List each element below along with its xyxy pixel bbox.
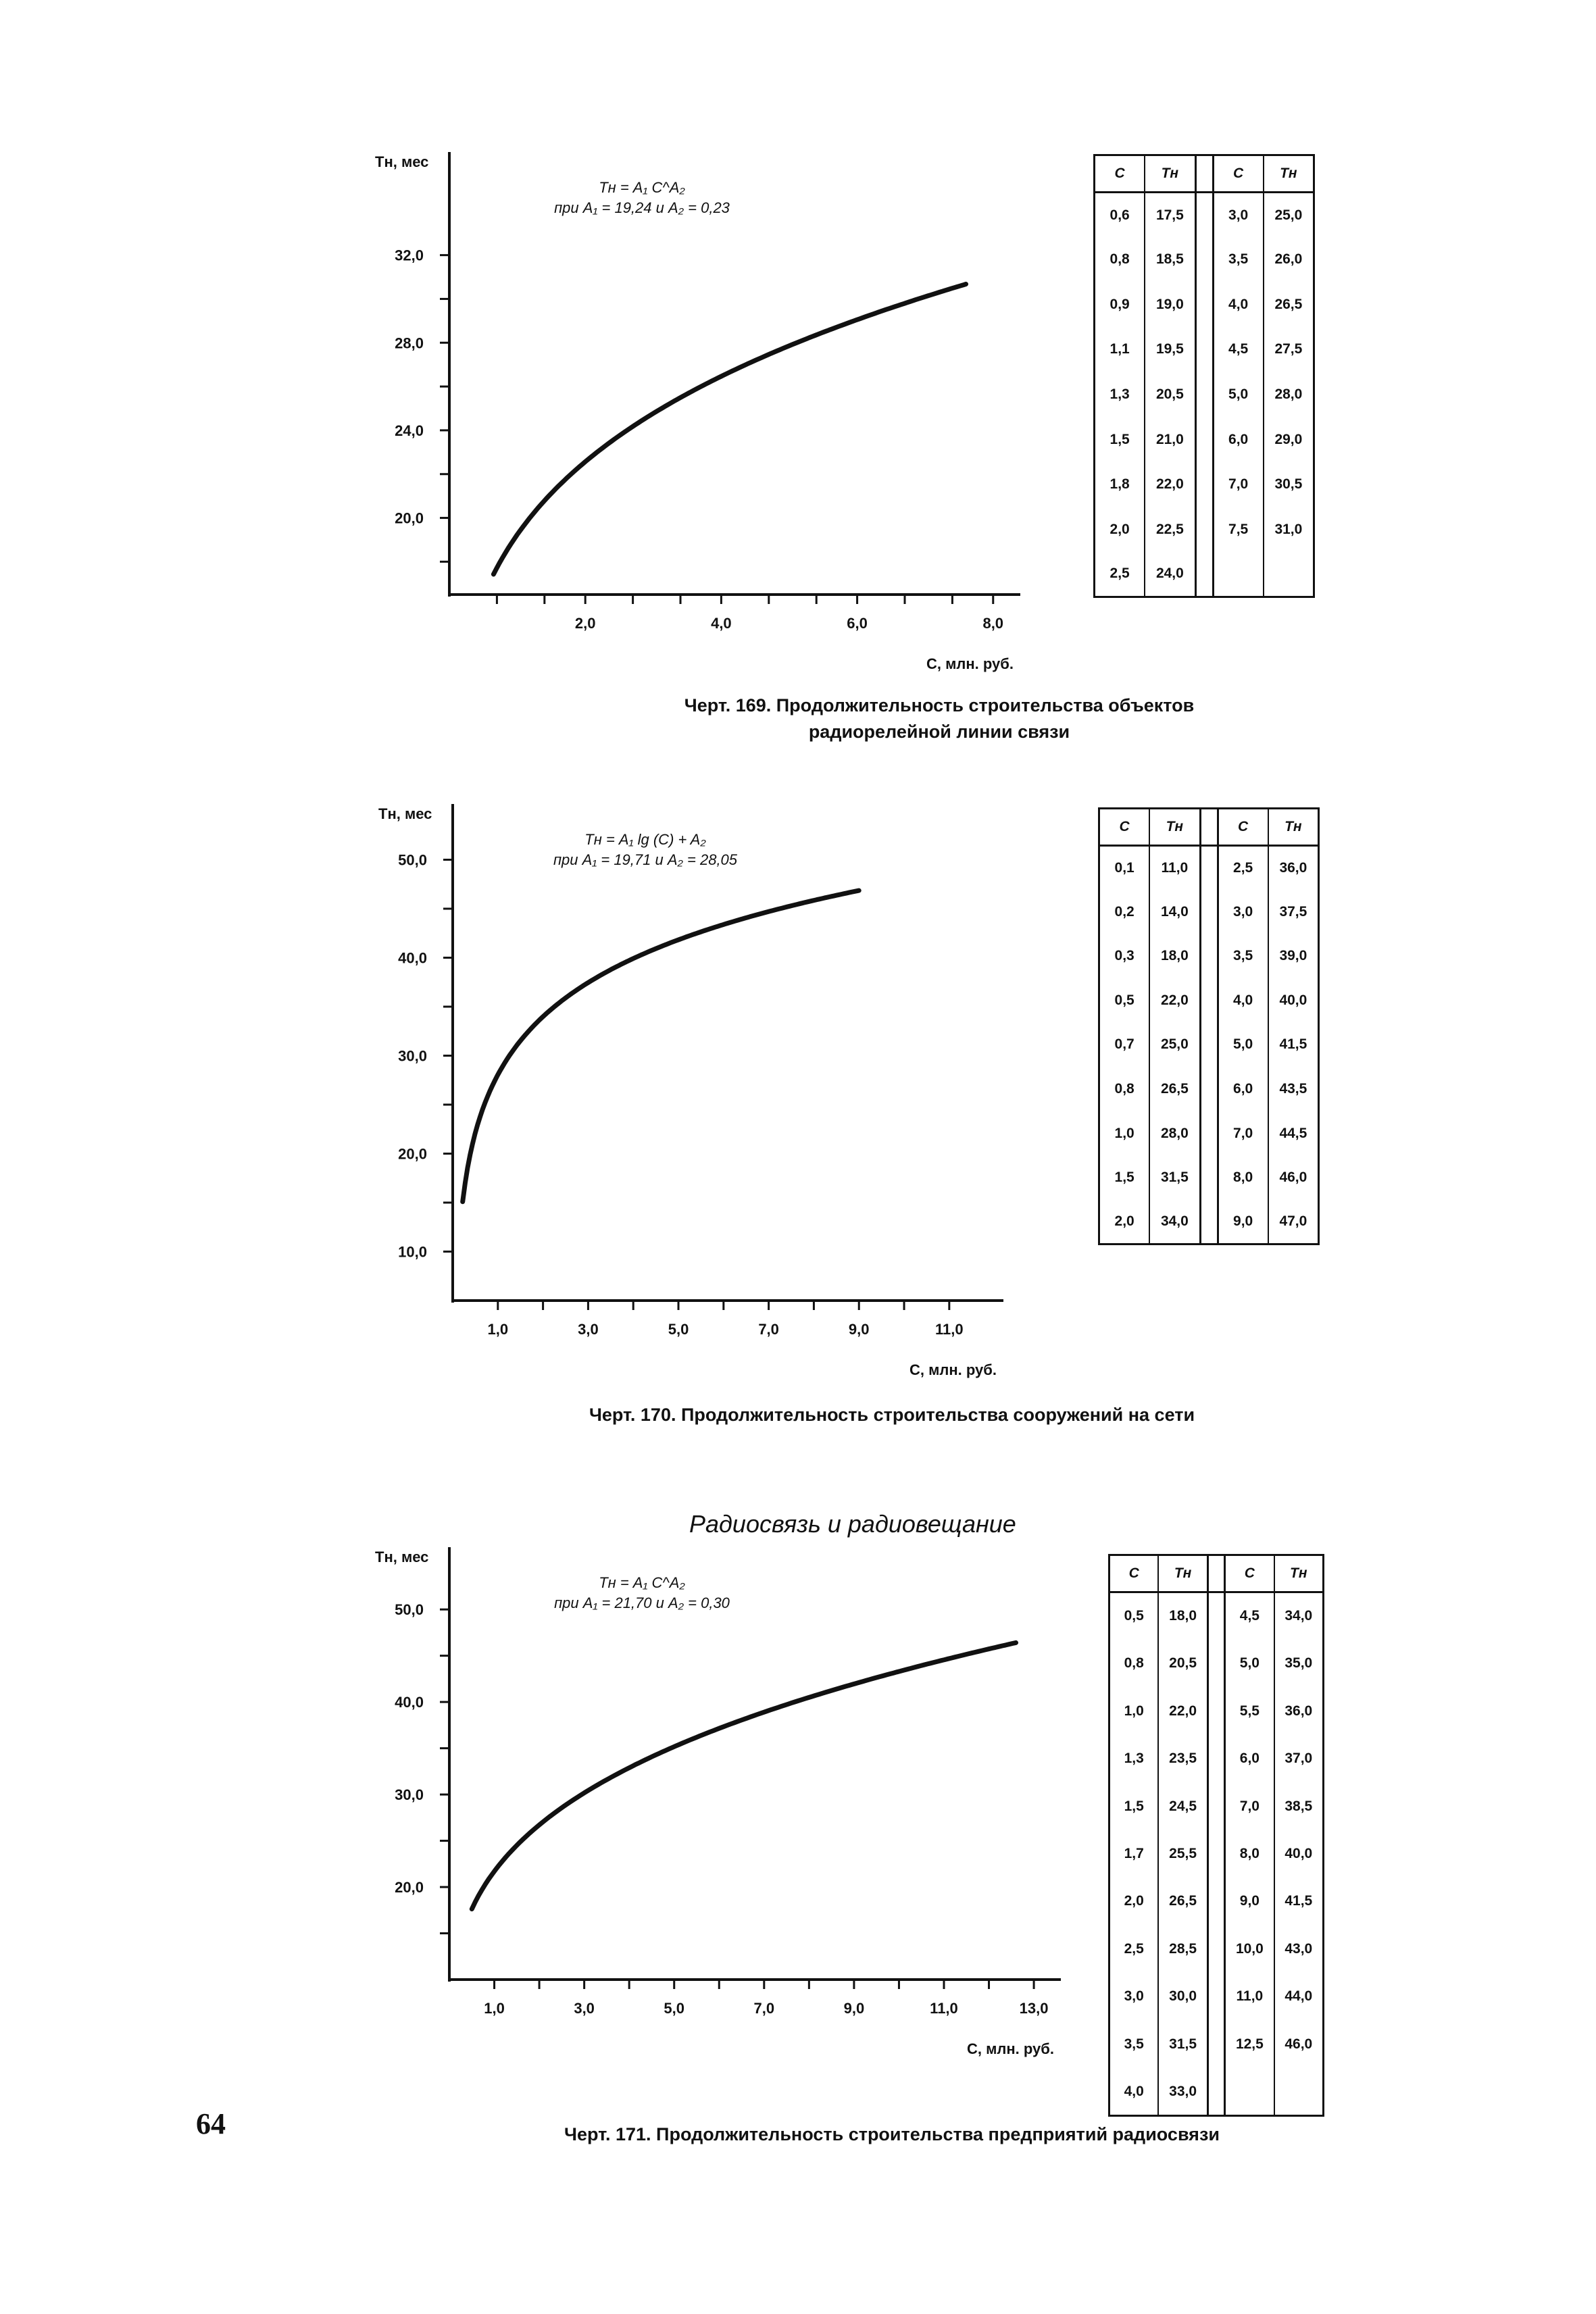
chart-170-y-tick-label-0: 50,0 bbox=[398, 851, 427, 869]
table-gap bbox=[1207, 1973, 1224, 2020]
table-cell: 11,0 bbox=[1225, 1973, 1274, 2020]
table-cell: 27,5 bbox=[1264, 327, 1314, 372]
table-row bbox=[1109, 1640, 1324, 1687]
table-cell: 34,0 bbox=[1149, 1200, 1200, 1244]
table-cell: 26,5 bbox=[1149, 1067, 1200, 1111]
table-row bbox=[1109, 1830, 1324, 1878]
table-cell: 1,0 bbox=[1099, 1111, 1150, 1156]
table-cell: 20,5 bbox=[1145, 372, 1195, 418]
table-cell: 0,6 bbox=[1095, 193, 1145, 238]
table-cell: 41,5 bbox=[1274, 1878, 1324, 1925]
chart-169-caption-line-2: радиорелейной линии связи bbox=[808, 722, 1070, 743]
page-number: 64 bbox=[196, 2107, 226, 2140]
table-row bbox=[1109, 1973, 1324, 2020]
table-row bbox=[1109, 1592, 1324, 1640]
chart-170-x-tick-label-0: 1,0 bbox=[487, 1321, 509, 1338]
table-cell: 5,0 bbox=[1213, 372, 1264, 418]
table-row bbox=[1109, 2068, 1324, 2115]
chart-169-table-header-3: Tн bbox=[1264, 155, 1314, 193]
chart-170-x-tick-label-3: 7,0 bbox=[758, 1321, 779, 1338]
table-cell: 36,0 bbox=[1268, 846, 1319, 890]
table-cell: 9,0 bbox=[1218, 1200, 1268, 1244]
table-cell: 1,5 bbox=[1109, 1782, 1159, 1830]
section-title: Радиосвязь и радиовещание bbox=[689, 1510, 1016, 1538]
table-cell: 28,0 bbox=[1264, 372, 1314, 418]
table-cell: 4,0 bbox=[1213, 282, 1264, 328]
chart-169-table-header-1: Tн bbox=[1145, 155, 1195, 193]
table-cell: 19,0 bbox=[1145, 282, 1195, 328]
chart-171-formula-line-2: при A₁ = 21,70 и A₂ = 0,30 bbox=[554, 1594, 730, 1611]
chart-171-x-tick-label-6: 13,0 bbox=[1019, 2000, 1049, 2017]
chart-169-x-axis-label: C, млн. руб. bbox=[926, 655, 1014, 672]
table-cell: 18,0 bbox=[1158, 1592, 1207, 1640]
table-cell: 2,5 bbox=[1109, 1926, 1159, 1973]
table-gap bbox=[1207, 1878, 1224, 1925]
table-gap bbox=[1207, 1735, 1224, 1782]
chart-170-table-header-2: C bbox=[1218, 809, 1268, 846]
chart-171-formula-line-1: Tн = A₁ C^A₂ bbox=[599, 1574, 685, 1591]
chart-170-x-tick-label-5: 11,0 bbox=[935, 1321, 964, 1338]
table-cell: 26,5 bbox=[1158, 1878, 1207, 1925]
table-cell: 35,0 bbox=[1274, 1640, 1324, 1687]
table-cell bbox=[1225, 2068, 1274, 2115]
table-cell: 33,0 bbox=[1158, 2068, 1207, 2115]
chart-169-x-tick-label-2: 6,0 bbox=[847, 615, 868, 632]
table-cell: 25,0 bbox=[1264, 193, 1314, 238]
table-cell: 14,0 bbox=[1149, 890, 1200, 934]
table-cell: 36,0 bbox=[1274, 1687, 1324, 1734]
table-cell: 2,5 bbox=[1095, 552, 1145, 597]
table-cell: 31,5 bbox=[1149, 1155, 1200, 1200]
table-cell: 31,0 bbox=[1264, 507, 1314, 552]
chart-171-caption bbox=[473, 2121, 1311, 2148]
chart-170-y-tick-label-4: 10,0 bbox=[398, 1243, 427, 1261]
table-cell: 38,5 bbox=[1274, 1782, 1324, 1830]
table-cell: 2,0 bbox=[1095, 507, 1145, 552]
table-cell: 18,5 bbox=[1145, 237, 1195, 282]
table-cell: 30,0 bbox=[1158, 1973, 1207, 2020]
table-cell: 44,0 bbox=[1274, 1973, 1324, 2020]
chart-170-table-header-3: Tн bbox=[1268, 809, 1319, 846]
table-cell: 43,5 bbox=[1268, 1067, 1319, 1111]
chart-171-table-header-0: C bbox=[1109, 1555, 1159, 1592]
table-cell: 7,5 bbox=[1213, 507, 1264, 552]
table-cell: 47,0 bbox=[1268, 1200, 1319, 1244]
table-cell: 1,1 bbox=[1095, 327, 1145, 372]
table-cell: 5,5 bbox=[1225, 1687, 1274, 1734]
table-row bbox=[1109, 1687, 1324, 1734]
chart-171-y-tick-label-3: 20,0 bbox=[395, 1879, 424, 1896]
chart-169-x-tick-label-0: 2,0 bbox=[574, 615, 596, 632]
table-cell: 8,0 bbox=[1218, 1155, 1268, 1200]
table-cell: 1,3 bbox=[1095, 372, 1145, 418]
table-cell: 6,0 bbox=[1218, 1067, 1268, 1111]
table-gap bbox=[1207, 2068, 1224, 2115]
chart-171-table bbox=[1108, 1554, 1324, 2117]
table-cell: 11,0 bbox=[1149, 846, 1200, 890]
table-cell: 22,0 bbox=[1158, 1687, 1207, 1734]
chart-169-y-axis-label: Tн, мес bbox=[375, 153, 429, 170]
chart-171-x-tick-label-5: 11,0 bbox=[930, 2000, 958, 2017]
chart-171-x-tick-label-2: 5,0 bbox=[664, 2000, 685, 2017]
table-cell: 3,5 bbox=[1218, 934, 1268, 979]
table-cell: 22,0 bbox=[1145, 462, 1195, 507]
table-cell: 21,0 bbox=[1145, 417, 1195, 462]
table-cell: 5,0 bbox=[1218, 1023, 1268, 1067]
table-cell: 20,5 bbox=[1158, 1640, 1207, 1687]
table-cell: 0,8 bbox=[1095, 237, 1145, 282]
table-row bbox=[1109, 2021, 1324, 2068]
chart-170-x-tick-label-1: 3,0 bbox=[578, 1321, 599, 1338]
table-cell: 0,5 bbox=[1099, 978, 1150, 1023]
table-cell: 1,5 bbox=[1095, 417, 1145, 462]
table-cell: 4,5 bbox=[1213, 327, 1264, 372]
chart-169-y-tick-label-2: 24,0 bbox=[395, 422, 424, 439]
table-cell: 46,0 bbox=[1274, 2021, 1324, 2068]
chart-170-x-tick-label-4: 9,0 bbox=[848, 1321, 870, 1338]
chart-169-formula-line-2: при A₁ = 19,24 и A₂ = 0,23 bbox=[554, 199, 730, 216]
table-cell: 39,0 bbox=[1268, 934, 1319, 979]
chart-171-table-header-1: Tн bbox=[1158, 1555, 1207, 1592]
table-cell: 2,5 bbox=[1218, 846, 1268, 890]
chart-171-caption-line-1: Черт. 171. Продолжительность строительства предприятий радиосвязи bbox=[564, 2124, 1220, 2144]
table-cell: 3,5 bbox=[1213, 237, 1264, 282]
chart-171-curve bbox=[472, 1642, 1016, 1909]
table-row bbox=[1109, 1878, 1324, 1925]
chart-170-caption-line-1: Черт. 170. Продолжительность строительства сооружений на сети bbox=[589, 1405, 1195, 1425]
table-cell: 10,0 bbox=[1225, 1926, 1274, 1973]
table-cell: 24,5 bbox=[1158, 1782, 1207, 1830]
table-cell: 0,5 bbox=[1109, 1592, 1159, 1640]
chart-170-x-axis-label: C, млн. руб. bbox=[909, 1361, 997, 1378]
table-cell: 37,5 bbox=[1268, 890, 1319, 934]
chart-171-x-axis-label: C, млн. руб. bbox=[967, 2040, 1054, 2057]
chart-170-formula-line-2: при A₁ = 19,71 и A₂ = 28,05 bbox=[553, 851, 738, 868]
table-cell: 4,0 bbox=[1109, 2068, 1159, 2115]
table-cell: 0,8 bbox=[1099, 1067, 1150, 1111]
table-cell: 25,5 bbox=[1158, 1830, 1207, 1878]
table-cell: 2,0 bbox=[1109, 1878, 1159, 1925]
table-cell: 44,5 bbox=[1268, 1111, 1319, 1156]
chart-169-y-tick-label-1: 28,0 bbox=[395, 334, 424, 352]
table-cell: 30,5 bbox=[1264, 462, 1314, 507]
table-gap bbox=[1207, 2021, 1224, 2068]
table-cell: 4,0 bbox=[1218, 978, 1268, 1023]
table-cell: 28,5 bbox=[1158, 1926, 1207, 1973]
table-cell: 0,1 bbox=[1099, 846, 1150, 890]
table-cell: 1,8 bbox=[1095, 462, 1145, 507]
table-cell: 29,0 bbox=[1264, 417, 1314, 462]
chart-171-table-header-3: Tн bbox=[1274, 1555, 1324, 1592]
table-cell: 37,0 bbox=[1274, 1735, 1324, 1782]
table-cell: 6,0 bbox=[1213, 417, 1264, 462]
chart-170-y-tick-label-1: 40,0 bbox=[398, 949, 427, 967]
table-gap bbox=[1207, 1926, 1224, 1973]
table-cell: 25,0 bbox=[1149, 1023, 1200, 1067]
table-cell: 1,0 bbox=[1109, 1687, 1159, 1734]
table-cell: 19,5 bbox=[1145, 327, 1195, 372]
table-cell: 26,5 bbox=[1264, 282, 1314, 328]
chart-170-y-axis-label: Tн, мес bbox=[378, 805, 432, 822]
chart-169-table-header-2: C bbox=[1213, 155, 1264, 193]
table-cell: 3,0 bbox=[1213, 193, 1264, 238]
table-cell: 4,5 bbox=[1225, 1592, 1274, 1640]
table-gap bbox=[1207, 1592, 1224, 1640]
table-cell: 0,8 bbox=[1109, 1640, 1159, 1687]
table-gap bbox=[1207, 1640, 1224, 1687]
table-cell: 31,5 bbox=[1158, 2021, 1207, 2068]
table-cell: 6,0 bbox=[1225, 1735, 1274, 1782]
table-cell bbox=[1274, 2068, 1324, 2115]
chart-169-y-tick-label-3: 20,0 bbox=[395, 509, 424, 527]
table-cell: 0,2 bbox=[1099, 890, 1150, 934]
table-cell: 40,0 bbox=[1274, 1830, 1324, 1878]
chart-170-table-header-0: C bbox=[1099, 809, 1150, 846]
chart-171-x-tick-label-1: 3,0 bbox=[574, 2000, 595, 2017]
table-cell: 8,0 bbox=[1225, 1830, 1274, 1878]
table-cell: 5,0 bbox=[1225, 1640, 1274, 1687]
table-cell: 17,5 bbox=[1145, 193, 1195, 238]
chart-171-y-tick-label-1: 40,0 bbox=[395, 1694, 424, 1711]
table-cell: 3,0 bbox=[1218, 890, 1268, 934]
table-cell: 12,5 bbox=[1225, 2021, 1274, 2068]
table-gap bbox=[1207, 1782, 1224, 1830]
table-cell: 24,0 bbox=[1145, 552, 1195, 597]
chart-171-x-tick-label-3: 7,0 bbox=[753, 2000, 775, 2017]
table-cell: 2,0 bbox=[1099, 1200, 1150, 1244]
table-cell: 28,0 bbox=[1149, 1111, 1200, 1156]
table-cell: 1,7 bbox=[1109, 1830, 1159, 1878]
table-cell: 7,0 bbox=[1213, 462, 1264, 507]
table-cell: 3,0 bbox=[1109, 1973, 1159, 2020]
chart-171-x-tick-label-4: 9,0 bbox=[843, 2000, 865, 2017]
table-cell: 1,5 bbox=[1099, 1155, 1150, 1200]
chart-171-x-tick-label-0: 1,0 bbox=[484, 2000, 505, 2017]
table-gap bbox=[1207, 1555, 1224, 1592]
chart-169-x-tick-label-1: 4,0 bbox=[711, 615, 732, 632]
table-row bbox=[1109, 1782, 1324, 1830]
table-cell: 1,3 bbox=[1109, 1735, 1159, 1782]
chart-169-formula-line-1: Tн = A₁ C^A₂ bbox=[599, 179, 685, 196]
table-cell: 7,0 bbox=[1225, 1782, 1274, 1830]
chart-169-y-tick-label-0: 32,0 bbox=[395, 247, 424, 264]
table-cell: 41,5 bbox=[1268, 1023, 1319, 1067]
table-cell: 26,0 bbox=[1264, 237, 1314, 282]
table-cell: 18,0 bbox=[1149, 934, 1200, 979]
table-cell: 46,0 bbox=[1268, 1155, 1319, 1200]
chart-170-x-tick-label-2: 5,0 bbox=[668, 1321, 689, 1338]
table-cell: 9,0 bbox=[1225, 1878, 1274, 1925]
chart-171-table-header-2: C bbox=[1225, 1555, 1274, 1592]
table-cell: 22,5 bbox=[1145, 507, 1195, 552]
chart-171-y-tick-label-2: 30,0 bbox=[395, 1786, 424, 1804]
table-cell: 43,0 bbox=[1274, 1926, 1324, 1973]
table-row bbox=[1109, 1926, 1324, 1973]
table-cell: 22,0 bbox=[1149, 978, 1200, 1023]
chart-169-caption-line-1: Черт. 169. Продолжительность строительства объектов bbox=[684, 695, 1195, 715]
table-cell: 3,5 bbox=[1109, 2021, 1159, 2068]
chart-170-table-header-1: Tн bbox=[1149, 809, 1200, 846]
table-gap bbox=[1207, 1687, 1224, 1734]
table-gap bbox=[1207, 1830, 1224, 1878]
table-cell: 0,7 bbox=[1099, 1023, 1150, 1067]
table-cell: 23,5 bbox=[1158, 1735, 1207, 1782]
chart-171-y-axis-label: Tн, мес bbox=[375, 1549, 429, 1565]
chart-170-formula-line-1: Tн = A₁ lg (C) + A₂ bbox=[584, 831, 706, 848]
chart-170-y-tick-label-2: 30,0 bbox=[398, 1047, 427, 1065]
chart-171-y-tick-label-0: 50,0 bbox=[395, 1601, 424, 1619]
table-cell: 0,3 bbox=[1099, 934, 1150, 979]
table-cell: 7,0 bbox=[1218, 1111, 1268, 1156]
chart-170-y-tick-label-3: 20,0 bbox=[398, 1145, 427, 1163]
table-cell: 0,9 bbox=[1095, 282, 1145, 328]
table-cell: 34,0 bbox=[1274, 1592, 1324, 1640]
chart-169-table-header-0: C bbox=[1095, 155, 1145, 193]
table-cell: 40,0 bbox=[1268, 978, 1319, 1023]
table-row bbox=[1109, 1735, 1324, 1782]
chart-169-x-tick-label-3: 8,0 bbox=[982, 615, 1004, 632]
